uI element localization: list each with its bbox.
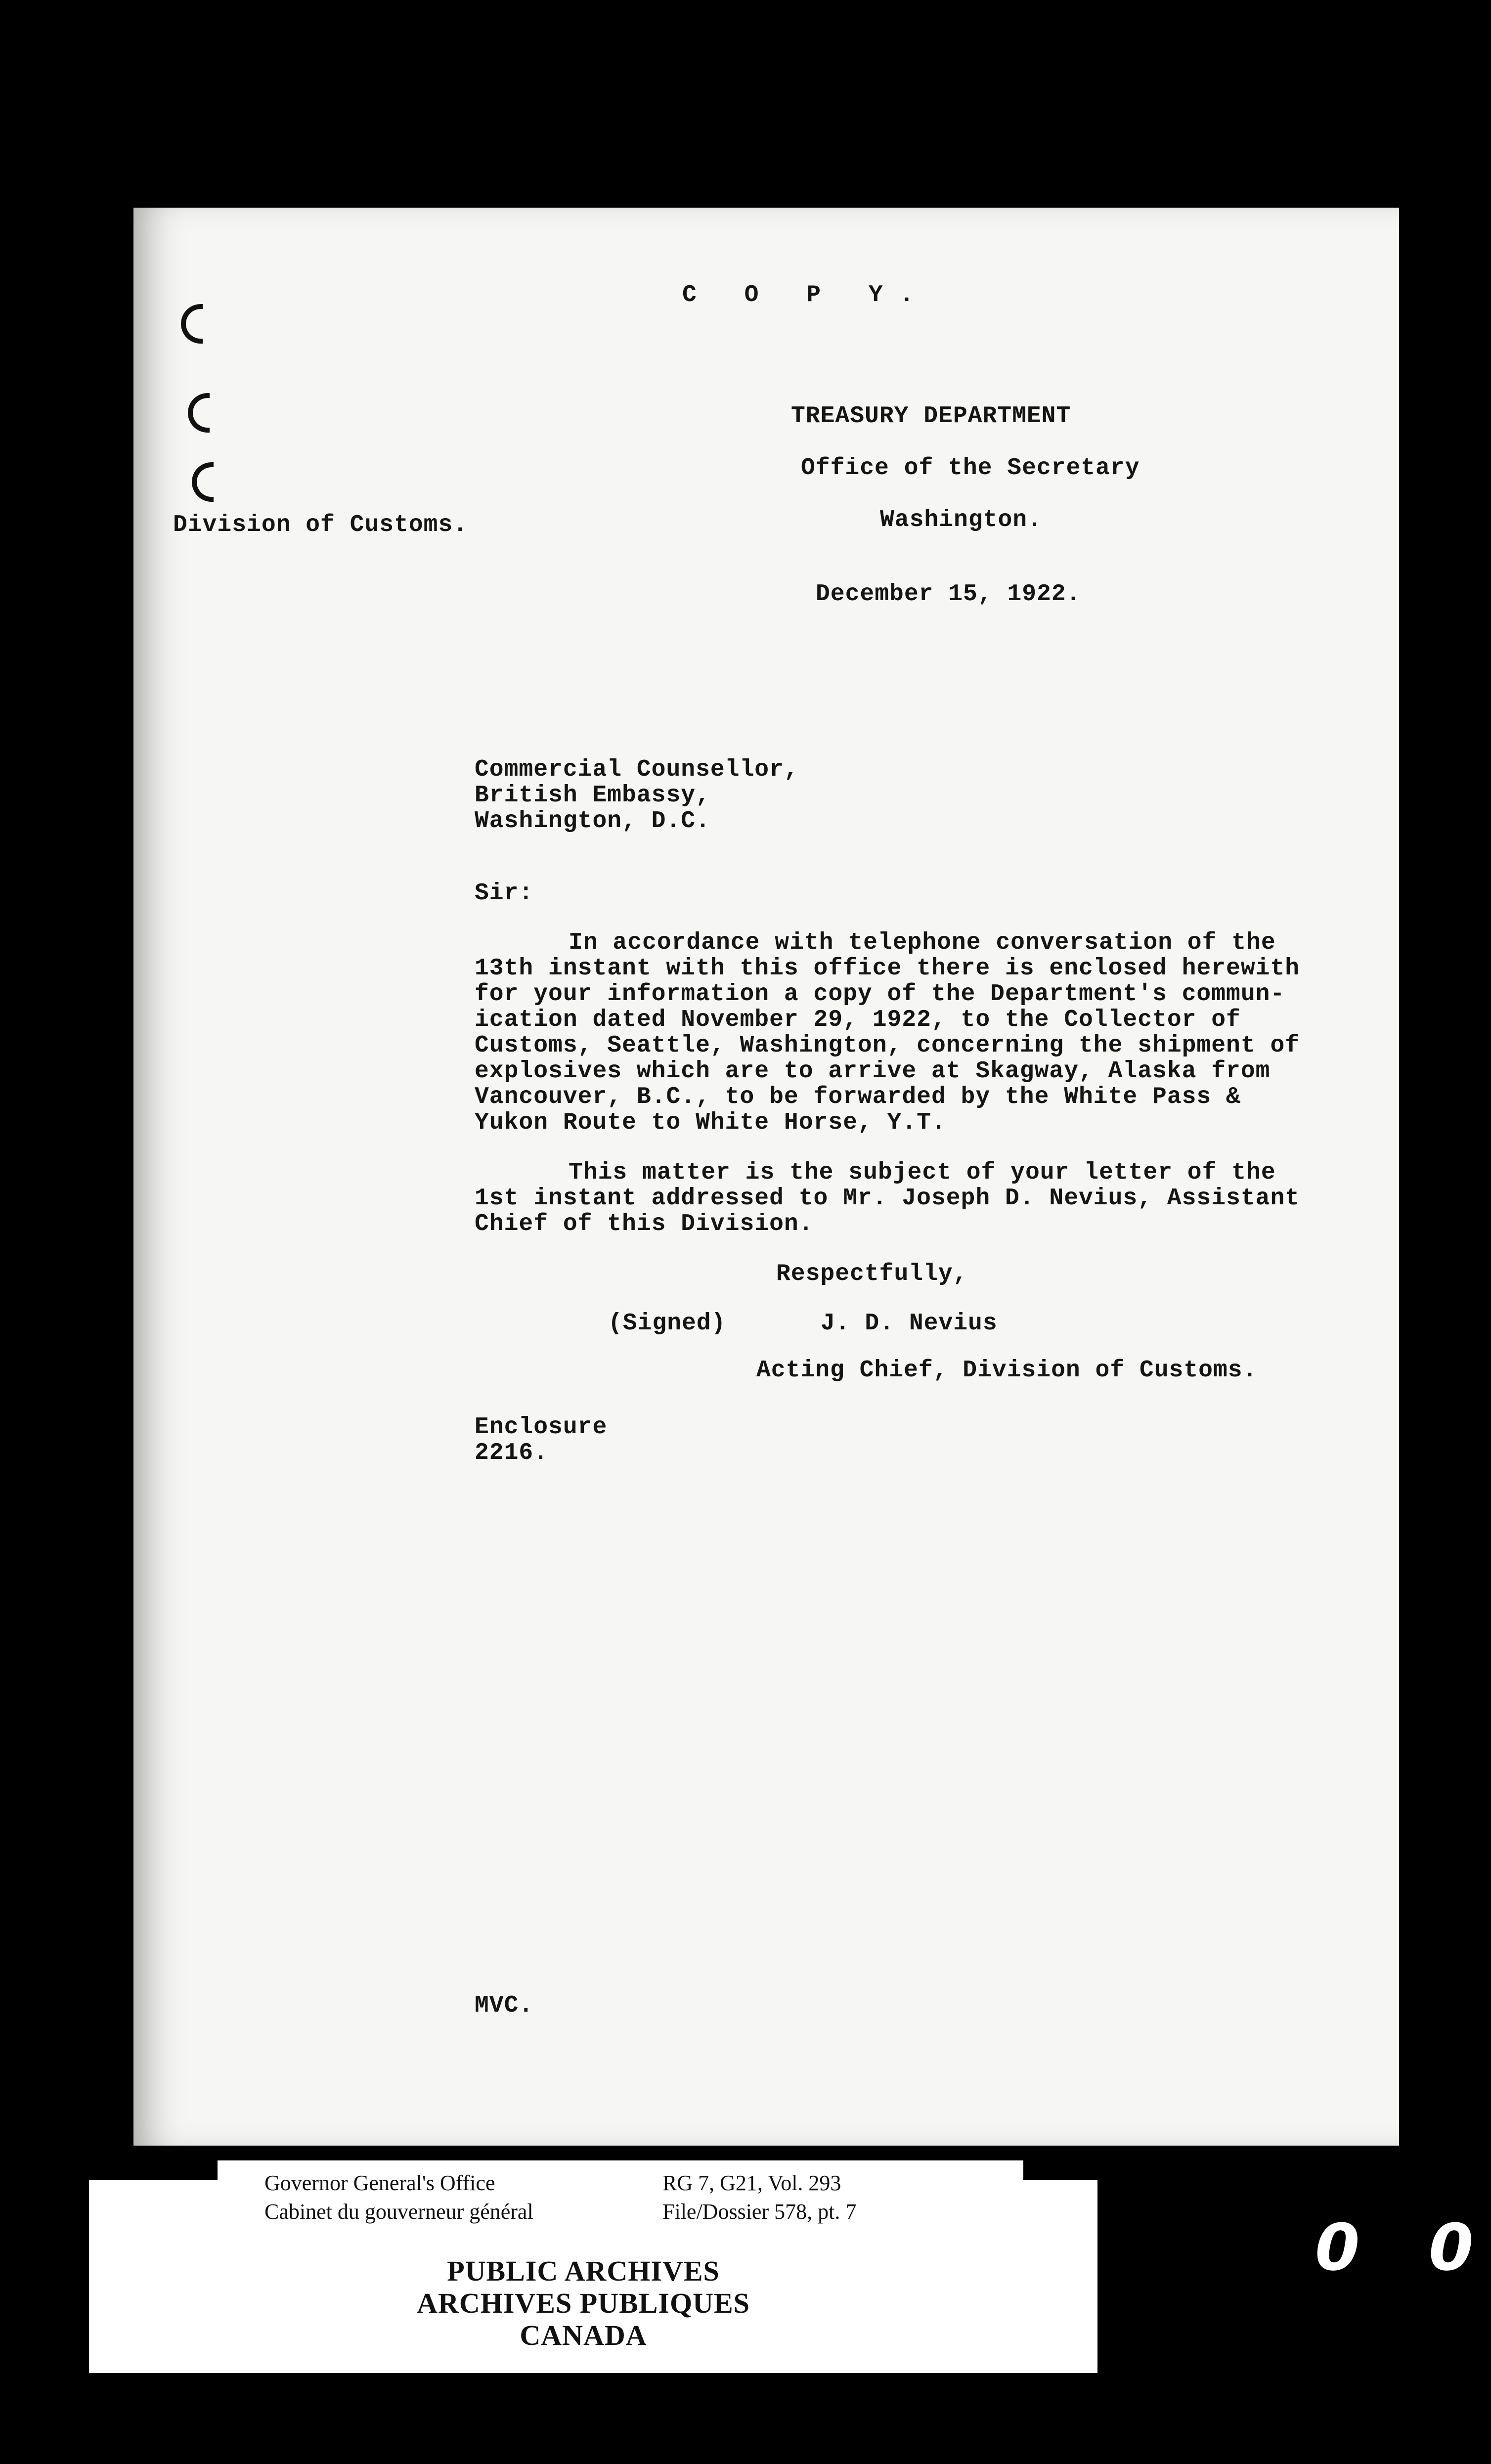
stamp-line-english: PUBLIC ARCHIVES [447,2255,720,2287]
paragraph-line: Vancouver, B.C., to be forwarded by the White Pass & [475,1084,1241,1110]
record-group-ref: RG 7, G21, Vol. 293 [662,2171,841,2195]
paragraph-line: 1st instant addressed to Mr. Joseph D. Nevius, Assistant [475,1185,1300,1212]
paragraph-line: 13th instant with this office there is enclosed herewith [475,955,1300,982]
paragraph-line: Customs, Seattle, Washington, concerning the shipment of [475,1032,1300,1059]
frame-number-right: 0 [1429,2210,1474,2285]
document-page [133,208,1399,2146]
punch-hole [192,462,214,502]
paragraph-line: explosives which are to arrive at Skagway, Alaska from [475,1058,1271,1085]
paragraph-line: This matter is the subject of your letter of the [569,1159,1276,1186]
recipient-line: Washington, D.C. [475,808,710,835]
paragraph-line: Chief of this Division. [475,1211,814,1237]
copy-mark: C O P Y. [682,282,931,308]
paragraph-line: Yukon Route to White Horse, Y.T. [475,1109,946,1136]
department-heading: TREASURY DEPARTMENT [791,403,1071,430]
signer-name: J. D. Nevius [821,1310,998,1337]
stamp-line-country: CANADA [520,2319,647,2351]
paragraph-line: for your information a copy of the Department's commun- [475,981,1285,1008]
letter-date: December 15, 1922. [816,581,1081,608]
division-heading: Division of Customs. [173,512,468,538]
recipient-line: Commercial Counsellor, [475,756,799,783]
frame-number-left: 0 [1315,2210,1360,2285]
file-ref: File/Dossier 578, pt. 7 [662,2200,857,2224]
salutation: Sir: [475,880,534,907]
archive-reference-label [218,2160,1023,2235]
office-french: Cabinet du gouverneur général [264,2200,533,2224]
signed-label: (Signed) [608,1310,726,1337]
office-english: Governor General's Office [264,2171,495,2195]
enclosure-label: Enclosure [475,1414,608,1441]
closing: Respectfully, [776,1261,968,1287]
signer-title: Acting Chief, Division of Customs. [756,1357,1258,1384]
enclosure-number: 2216. [475,1440,549,1466]
archives-stamp [208,2244,959,2358]
paragraph-line: ication dated November 29, 1922, to the Collector of [475,1007,1241,1033]
punch-hole [181,304,203,344]
stamp-line-french: ARCHIVES PUBLIQUES [417,2287,750,2319]
city-heading: Washington. [880,507,1042,533]
office-heading: Office of the Secretary [801,455,1140,482]
paragraph-line: In accordance with telephone conversation of the [569,929,1276,956]
punch-hole [188,393,210,433]
typist-initials: MVC. [475,1992,534,2019]
recipient-line: British Embassy, [475,782,710,809]
